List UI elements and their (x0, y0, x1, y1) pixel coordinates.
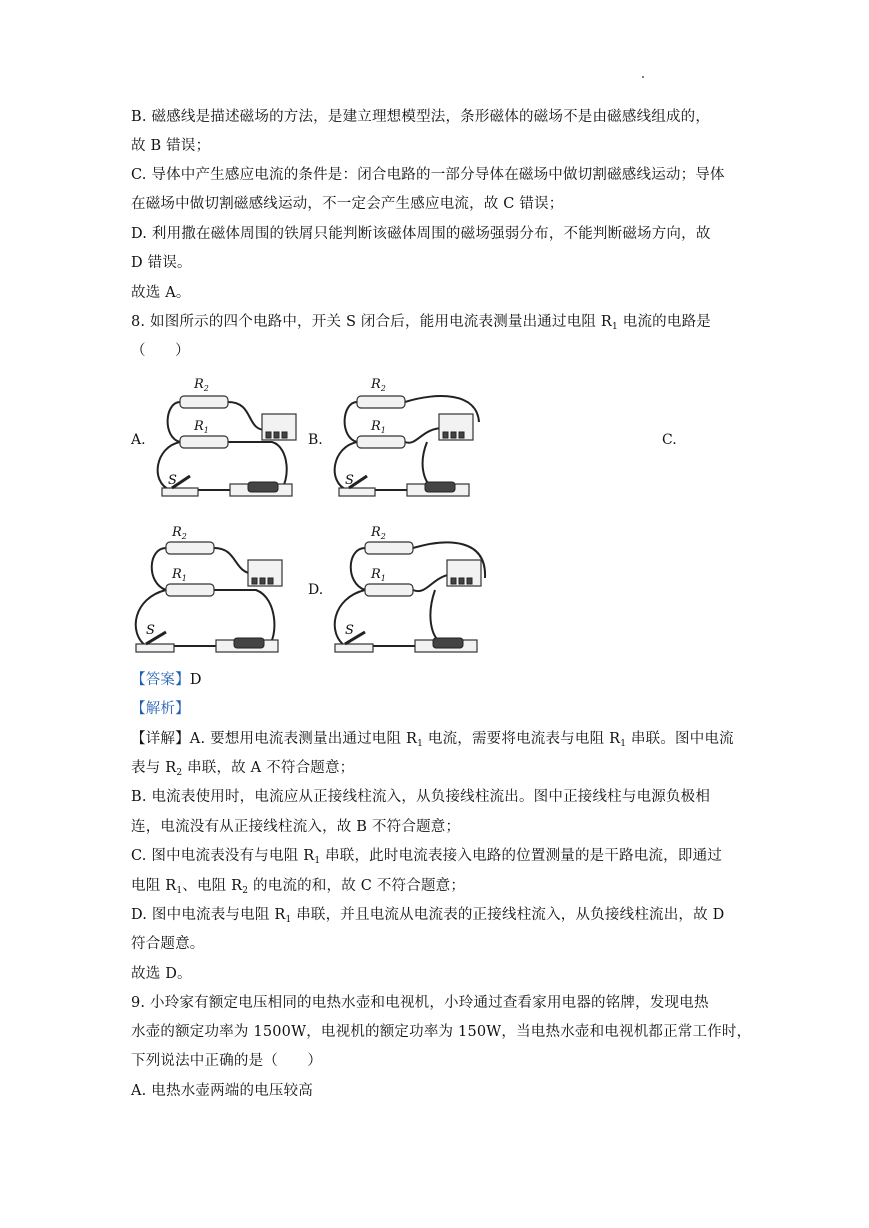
svg-text:R2: $R_2$ (371, 525, 386, 541)
label-switch: S (168, 473, 177, 488)
page-dot (642, 76, 644, 78)
svg-text:S: S (345, 623, 354, 638)
text-line-b-cont: 故 B 错误； (131, 138, 211, 154)
q9-line-2: 水壶的额定功率为 1500W，电视机的额定功率为 150W，当电热水壶和电视机都正常工作时， (131, 1024, 752, 1040)
label-r1: $R_1$ (194, 419, 209, 435)
text-line-c-cont: 在磁场中做切割磁感线运动，不一定会产生感应电流，故 C 错误； (131, 196, 564, 212)
circuit-diagram-d (327, 518, 492, 660)
text-line-choose-a: 故选 A。 (131, 285, 191, 301)
answer-line (131, 670, 202, 690)
detail-line-2: 表与 $R_2$ 串联，故 A 不符合题意； (131, 760, 355, 778)
analysis-heading: 【解析】 (131, 701, 190, 717)
q9-line-1: 9. 小玲家有额定电压相同的电热水壶和电视机，小玲通过查看家用电器的铭牌，发现电热 (131, 995, 709, 1011)
svg-text:R2: $R_2$ (371, 377, 386, 393)
option-d-label: D. (308, 582, 324, 598)
label-r2: $R_2$ (194, 377, 209, 393)
circuit-diagram-a (150, 372, 300, 504)
detail-line-6: 电阻 $R_1$、电阻 $R_2$ 的电流的和，故 C 不符合题意； (131, 878, 466, 896)
answer-value: D (189, 672, 202, 688)
svg-text:R1: $R_1$ (371, 567, 386, 583)
svg-text:R2: $R_2$ (172, 525, 187, 541)
detail-line-7: D. 图中电流表与电阻 $R_1$ 串联，并且电流从电流表的正接线柱流入，从负接线柱流出，故 D (131, 907, 725, 925)
text-line-b: B. 磁感线是描述磁场的方法，是建立理想模型法，条形磁体的磁场不是由磁感线组成的， (131, 109, 711, 125)
text-line-c: C. 导体中产生感应电流的条件是：闭合电路的一部分导体在磁场中做切割磁感线运动；导体 (131, 167, 725, 183)
option-b-label: B. (308, 432, 323, 448)
svg-text:R1: $R_1$ (172, 567, 187, 583)
svg-text:S: S (146, 623, 155, 638)
detail-line-5: C. 图中电流表没有与电阻 $R_1$ 串联，此时电流表接入电路的位置测量的是干路电流，即通过 (131, 848, 722, 866)
option-c-label: C. (662, 432, 677, 448)
q9-line-3: 下列说法中正确的是（ ） (131, 1053, 323, 1069)
q9-option-a: A. 电热水壶两端的电压较高 (131, 1083, 313, 1099)
detail-line-1: 【详解】A. 要想用电流表测量出通过电阻 $R_1$ 电流，需要将电流表与电阻 $R_1$ 串联。图中电流 (131, 731, 734, 749)
option-a-label: A. (131, 432, 146, 448)
text-line-d-cont: D 错误。 (131, 255, 192, 271)
circuit-diagram-c (128, 518, 288, 660)
detail-line-3: B. 电流表使用时，电流应从正接线柱流入，从负接线柱流出。图中正接线柱与电源负极相 (131, 789, 711, 805)
circuit-diagram-b (327, 372, 487, 504)
svg-text:R1: $R_1$ (371, 419, 386, 435)
answer-bracket: 【答案】 (131, 672, 190, 688)
detail-line-4: 连，电流没有从正接线柱流入，故 B 不符合题意； (131, 819, 461, 835)
detail-line-9: 故选 D。 (131, 966, 192, 982)
detail-line-8: 符合题意。 (131, 936, 205, 952)
svg-text:S: S (345, 473, 354, 488)
q8-stem: 8. 如图所示的四个电路中，开关 S 闭合后，能用电流表测量出通过电阻 $R_1$ 电流的电路是 (131, 314, 711, 332)
q8-paren: （ ） (131, 343, 190, 359)
text-line-d: D. 利用撒在磁体周围的铁屑只能判断该磁体周围的磁场强弱分布，不能判断磁场方向，故 (131, 226, 711, 242)
